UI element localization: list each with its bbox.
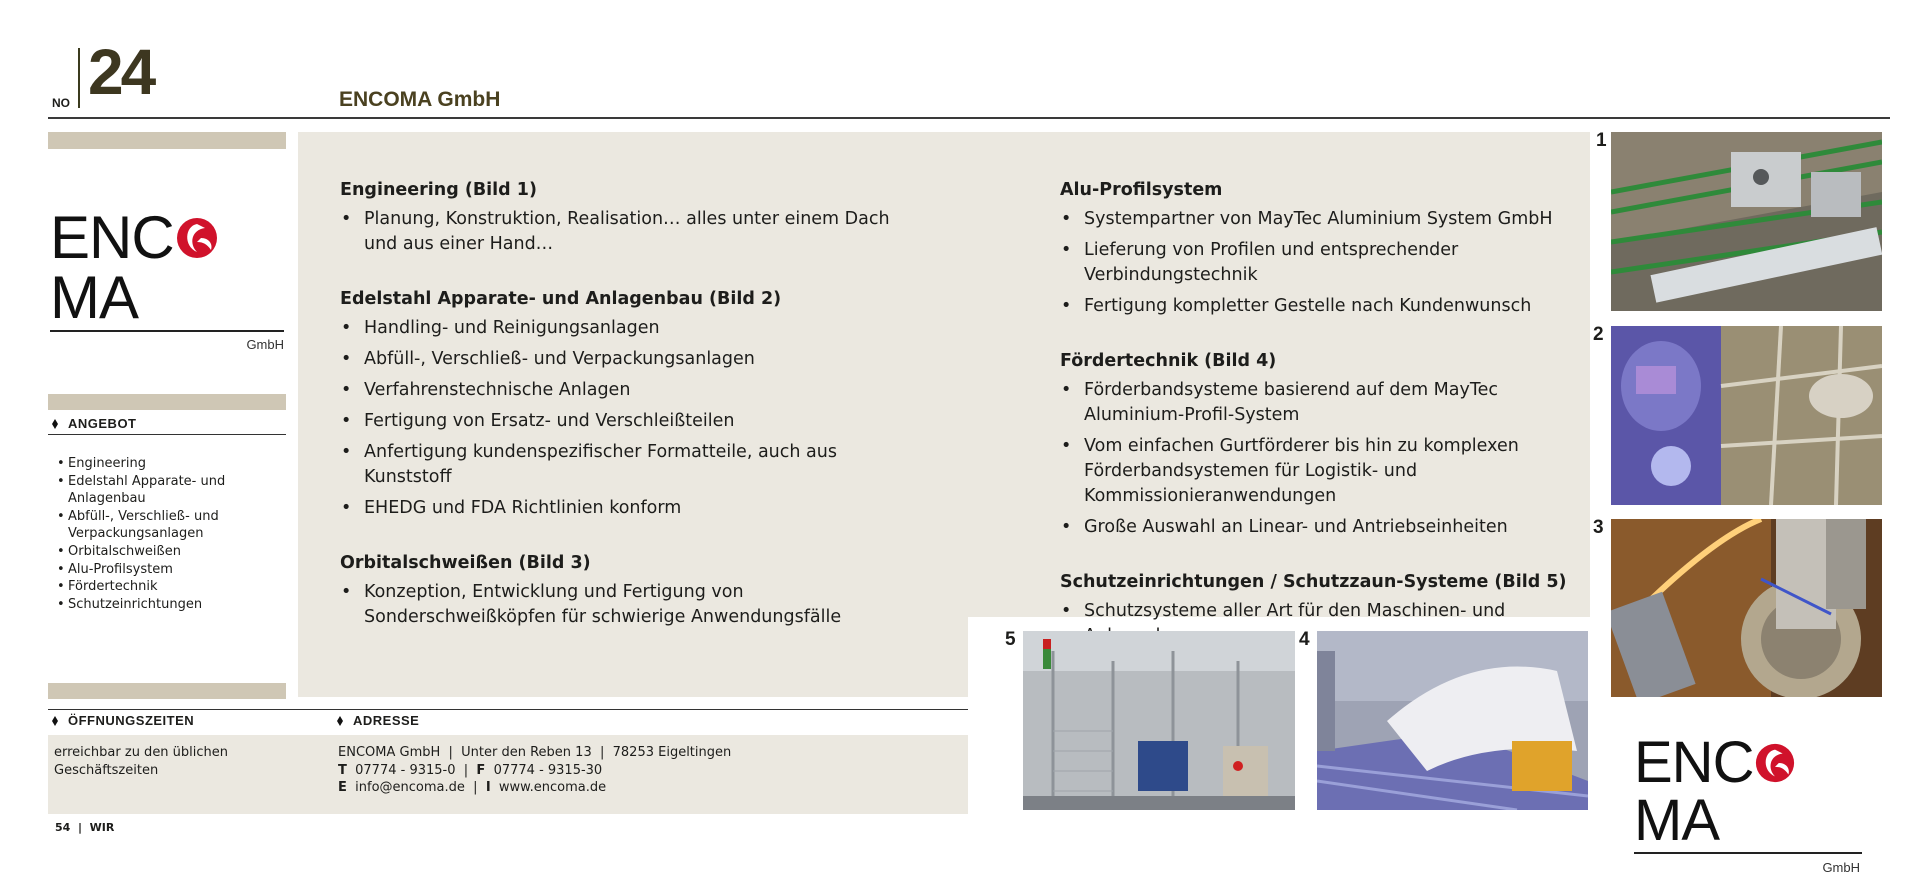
list-item: • Schutzsysteme aller Art für den Maschinen- und — [1060, 599, 1600, 649]
photo-number-2: 2 — [1593, 324, 1604, 345]
section-title-schutz: Schutzeinrichtungen / Schutzzaun-Systeme (Bild 5) — [1060, 572, 1567, 592]
logo-o-mark-icon — [175, 210, 219, 254]
list-item: • Lieferung von Profilen und entsprechender Verbindungstechnik — [1060, 238, 1600, 288]
offer-rule — [48, 434, 286, 435]
email-label: E — [338, 780, 347, 795]
photo-orbital — [1611, 519, 1882, 697]
sidebar-tan-bar-middle — [48, 394, 286, 410]
footer-logo — [1634, 730, 1864, 875]
phone-label: T — [338, 762, 347, 778]
section-title-engineering: Engineering (Bild 1) — [340, 180, 537, 200]
logo-text-left: ENC — [1634, 730, 1754, 795]
list-item: • Förderbandsysteme basierend auf dem MayTec Aluminium-Profil-System — [1060, 378, 1600, 428]
photo-schutz — [1023, 631, 1295, 810]
section-title-edelstahl: Edelstahl Apparate- und Anlagenbau (Bild 2) — [340, 289, 782, 309]
list-item: • Planung, Konstruktion, Realisation… alles unter einem Dach und aus einer Hand… — [340, 207, 900, 257]
sidebar-logo — [50, 204, 286, 352]
list-item: • Konzeption, Entwicklung und Fertigung von Sonderschweißköpfen für schwierige Anwendungsfälle — [340, 580, 900, 630]
list-item: • Abfüll-, Verschließ- und Verpackungsanlagen — [340, 347, 900, 372]
content-column-right — [1060, 178, 1600, 679]
issue-no-label: NO — [52, 96, 70, 110]
photo-number-1: 1 — [1596, 130, 1607, 151]
section-list-engineering — [340, 207, 900, 257]
list-item: • Fördertechnik — [55, 578, 285, 596]
section-list-foerdertechnik — [1060, 378, 1600, 540]
photo-number-4: 4 — [1299, 629, 1310, 650]
section-title-orbital: Orbitalschweißen (Bild 3) — [340, 553, 591, 573]
section-title-alu: Alu-Profilsystem — [1060, 180, 1223, 200]
sidebar-tan-bar-bottom — [48, 683, 286, 699]
logo-text-left: ENC — [50, 204, 174, 271]
address-block — [338, 744, 958, 797]
logo-text-right: MA — [50, 264, 138, 331]
email-link[interactable]: info@encoma.de — [355, 780, 465, 795]
hours-heading-text: ÖFFNUNGSZEITEN — [68, 713, 195, 728]
diamond-icon — [337, 716, 343, 726]
hours-text: erreichbar zu den üblichen Geschäftszeiten — [54, 745, 229, 778]
footer-rule — [48, 709, 968, 710]
section-title-foerdertechnik: Fördertechnik (Bild 4) — [1060, 351, 1277, 371]
company-title: ENCOMA GmbH — [339, 88, 501, 111]
list-item: • Verfahrenstechnische Anlagen — [340, 378, 900, 403]
section-list-orbital — [340, 580, 900, 630]
phone-number[interactable]: 07774 - 9315-0 — [355, 762, 456, 778]
list-item: • Handling- und Reinigungsanlagen — [340, 316, 900, 341]
list-item: • Edelstahl Apparate- und Anlagenbau — [55, 473, 285, 508]
hours-heading — [52, 713, 194, 728]
list-item: • Vom einfachen Gurtförderer bis hin zu komplexen Förderbandsystemen für Logistik- und Kommissionieranwendungen — [1060, 434, 1600, 509]
diamond-icon — [52, 716, 58, 726]
web-label: I — [485, 780, 491, 795]
list-item: • Anfertigung kundenspezifischer Formatteile, auch aus Kunststoff — [340, 440, 900, 490]
sidebar-tan-bar-top — [48, 132, 286, 149]
photo-number-5: 5 — [1005, 629, 1016, 650]
list-item: • Schutzeinrichtungen — [55, 596, 285, 614]
diamond-icon — [52, 419, 58, 429]
page-footer: 54 | WIR — [55, 821, 115, 834]
list-item: • Systempartner von MayTec Aluminium System GmbH — [1060, 207, 1600, 232]
logo-wordmark — [50, 204, 286, 331]
header-rule — [48, 117, 1890, 119]
list-item: • EHEDG und FDA Richtlinien konform — [340, 496, 900, 521]
list-item: • Alu-Profilsystem — [55, 561, 285, 579]
offer-heading-text: ANGEBOT — [68, 416, 137, 431]
photo-number-3: 3 — [1593, 517, 1604, 538]
fax-number: 07774 - 9315-30 — [493, 762, 603, 778]
list-item: • Fertigung kompletter Gestelle nach Kundenwunsch — [1060, 294, 1600, 319]
logo-o-mark-icon — [1754, 736, 1796, 778]
address-heading-text: ADRESSE — [353, 713, 420, 728]
logo-text-right: MA — [1634, 788, 1719, 853]
web-link[interactable]: www.encoma.de — [498, 780, 607, 795]
section-list-edelstahl — [340, 316, 900, 521]
contact-phone-line: T 07774 - 9315-0 | F 07774 - 9315-30 — [338, 762, 603, 778]
list-item: • Fertigung von Ersatz- und Verschleißteilen — [340, 409, 900, 434]
photo-edelstahl — [1611, 326, 1882, 505]
photo-engineering — [1611, 132, 1882, 311]
issue-divider — [78, 48, 80, 108]
list-item: • Orbitalschweißen — [55, 543, 285, 561]
list-item: • Große Auswahl an Linear- und Antriebseinheiten — [1060, 515, 1600, 540]
photo-foerdertechnik — [1317, 631, 1588, 810]
section-list-alu — [1060, 207, 1600, 319]
list-item: • Engineering — [55, 455, 285, 473]
offer-heading — [52, 416, 137, 431]
fax-label: F — [476, 762, 486, 778]
address-heading — [337, 713, 419, 728]
issue-number: 24 — [88, 36, 154, 108]
logo-gmbh: GmbH — [246, 337, 284, 352]
logo-wordmark — [1634, 730, 1864, 853]
offer-list — [55, 455, 285, 613]
logo-gmbh: GmbH — [1822, 860, 1860, 875]
contact-web-line: E info@encoma.de | I www.encoma.de — [338, 780, 607, 795]
content-column-left — [340, 178, 900, 660]
list-item: • Abfüll-, Verschließ- und Verpackungsanlagen — [55, 508, 285, 543]
address-line: ENCOMA GmbH | Unter den Reben 13 | 78253 Eigeltingen — [338, 745, 732, 760]
